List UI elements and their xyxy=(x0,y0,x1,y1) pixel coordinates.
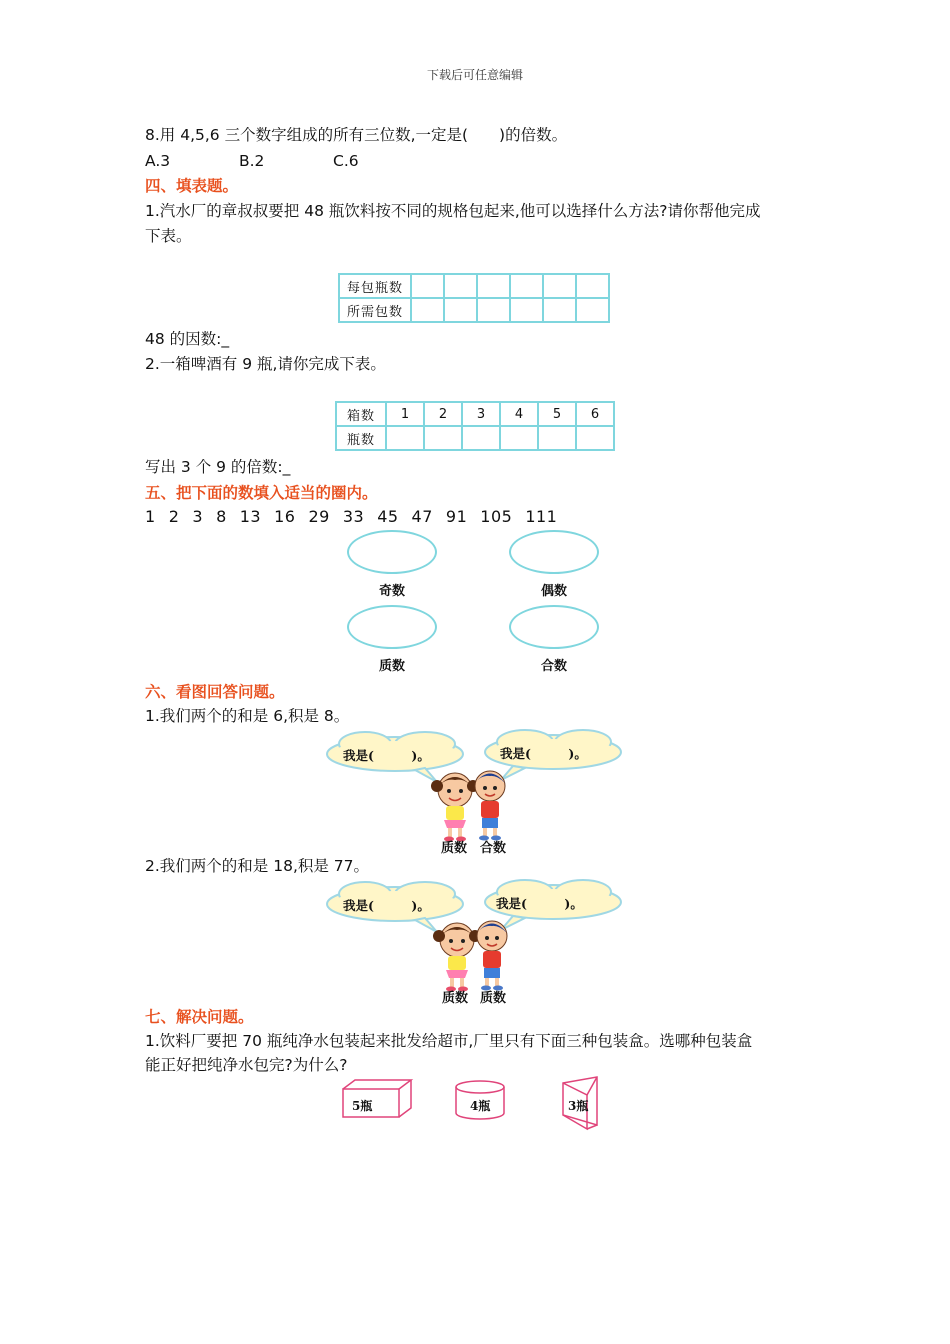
table-row xyxy=(339,274,609,298)
section-6-q2: 2.我们两个的和是 18,积是 77。 xyxy=(145,857,370,875)
odd-circle[interactable] xyxy=(347,530,437,574)
section-4-q1-line2: 下表。 xyxy=(145,227,192,245)
table-row xyxy=(336,426,614,450)
section-5-title: 五、把下面的数填入适当的圈内。 xyxy=(145,484,378,502)
table-cell[interactable] xyxy=(510,298,543,322)
table-cell[interactable] xyxy=(411,274,444,298)
packing-table xyxy=(338,273,610,323)
table-cell[interactable] xyxy=(576,298,609,322)
section-4-q2: 2.一箱啤酒有 9 瓶,请你完成下表。 xyxy=(145,355,386,373)
table-row xyxy=(336,402,614,426)
composite-circle-label: 合数 xyxy=(540,659,567,674)
table-header-cell: 6 xyxy=(576,402,614,426)
girl-figure xyxy=(433,923,481,992)
boy-figure xyxy=(475,771,505,841)
table-cell[interactable] xyxy=(444,298,477,322)
question-8-options xyxy=(145,150,427,172)
number-item: 111 xyxy=(525,507,558,526)
girl-caption: 质数 xyxy=(441,841,468,856)
prime-circle[interactable] xyxy=(347,605,437,649)
odd-circle-label: 奇数 xyxy=(378,584,405,599)
number-item: 105 xyxy=(480,507,513,526)
section-7-title: 七、解决问题。 xyxy=(145,1008,254,1026)
option-c: C.6 xyxy=(333,152,359,170)
option-b: B.2 xyxy=(239,152,265,170)
table-cell[interactable] xyxy=(538,426,576,450)
even-circle-label: 偶数 xyxy=(540,584,567,599)
table-cell[interactable] xyxy=(411,298,444,322)
girl-figure xyxy=(431,773,479,842)
section-6-title: 六、看图回答问题。 xyxy=(145,683,285,701)
table-cell[interactable] xyxy=(576,426,614,450)
table-header-cell: 5 xyxy=(538,402,576,426)
table-cell[interactable] xyxy=(500,426,538,450)
bubble-text-left: 我是( )。 xyxy=(343,748,430,763)
number-item: 91 xyxy=(445,507,468,526)
table-cell[interactable] xyxy=(543,274,576,298)
number-item: 29 xyxy=(308,507,330,526)
option-a: A.3 xyxy=(145,152,171,170)
factors-of-48-label: 48 的因数:_ xyxy=(145,330,230,348)
boy-caption: 质数 xyxy=(480,991,507,1006)
section-4-title: 四、填表题。 xyxy=(145,177,239,195)
number-item: 13 xyxy=(239,507,262,526)
table-cell[interactable] xyxy=(386,426,424,450)
box-label-3: 3瓶 xyxy=(568,1099,589,1113)
even-circle[interactable] xyxy=(509,530,599,574)
question-8: 8.用 4,5,6 三个数字组成的所有三位数,一定是( )的倍数。 xyxy=(145,126,568,144)
number-list xyxy=(145,506,570,528)
table-cell[interactable] xyxy=(477,274,510,298)
section-7-q1-line2: 能正好把纯净水包完?为什么? xyxy=(145,1056,348,1074)
number-item: 45 xyxy=(377,507,399,526)
box-label-4: 4瓶 xyxy=(470,1099,491,1113)
number-item: 8 xyxy=(216,507,227,526)
table-cell[interactable] xyxy=(444,274,477,298)
page-header: 下载后可任意编辑 xyxy=(426,68,523,82)
bubble-text-right: 我是( )。 xyxy=(496,896,583,911)
table-row xyxy=(339,298,609,322)
boy-figure xyxy=(477,921,507,991)
section-7-q1-line1: 1.饮料厂要把 70 瓶纯净水包装起来批发给超市,厂里只有下面三种包装盒。选哪种包装盒 xyxy=(145,1032,753,1050)
boy-caption: 合数 xyxy=(480,841,507,856)
beer-table xyxy=(335,401,615,451)
table-cell[interactable] xyxy=(510,274,543,298)
table-cell[interactable] xyxy=(543,298,576,322)
table-header-cell: 3 xyxy=(462,402,500,426)
table-cell[interactable] xyxy=(424,426,462,450)
number-item: 16 xyxy=(274,507,296,526)
number-item: 47 xyxy=(411,507,433,526)
prime-circle-label: 质数 xyxy=(378,659,405,674)
table-cell[interactable] xyxy=(462,426,500,450)
table-header-cell: 2 xyxy=(424,402,462,426)
table-header-cell: 1 xyxy=(386,402,424,426)
number-item: 2 xyxy=(168,507,180,526)
bubble-text-right: 我是( )。 xyxy=(500,746,587,761)
table-cell[interactable] xyxy=(576,274,609,298)
table-header-cell: 4 xyxy=(500,402,538,426)
box-label-5: 5瓶 xyxy=(352,1099,373,1113)
table-cell[interactable] xyxy=(477,298,510,322)
number-item: 3 xyxy=(192,507,204,526)
girl-caption: 质数 xyxy=(442,991,469,1006)
bubble-text-left: 我是( )。 xyxy=(343,898,430,913)
multiples-of-9-label: 写出 3 个 9 的倍数:_ xyxy=(145,458,291,476)
number-item: 33 xyxy=(342,507,365,526)
section-4-q1-line1: 1.汽水厂的章叔叔要把 48 瓶饮料按不同的规格包起来,他可以选择什么方法?请你帮他完成 xyxy=(145,202,761,220)
row-label: 瓶数 xyxy=(336,426,386,450)
row-label: 所需包数 xyxy=(339,298,411,322)
row-label: 箱数 xyxy=(336,402,386,426)
composite-circle[interactable] xyxy=(509,605,599,649)
row-label: 每包瓶数 xyxy=(339,274,411,298)
section-6-q1: 1.我们两个的和是 6,积是 8。 xyxy=(145,707,350,725)
number-item: 1 xyxy=(145,507,156,526)
